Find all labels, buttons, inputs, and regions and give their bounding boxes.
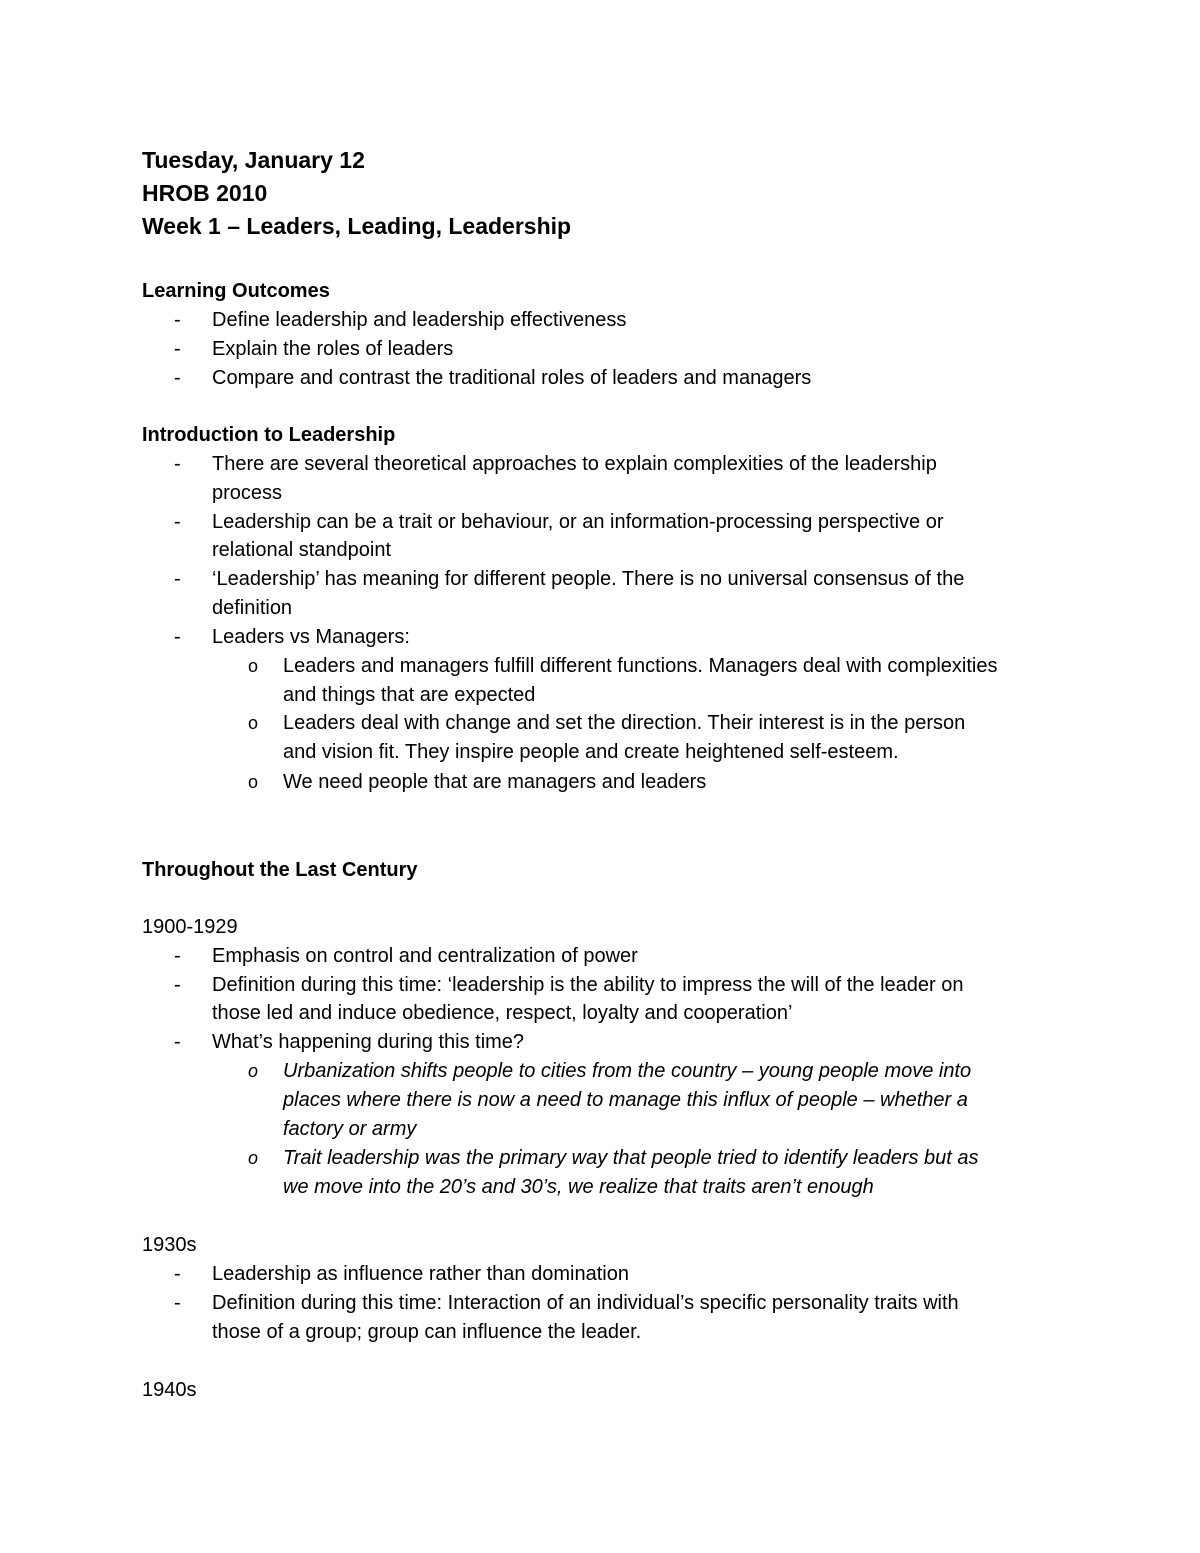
era-label-1940: 1940s [142, 1379, 197, 1401]
list-item-line: those led and induce obedience, respect, loyalty and cooperation’ [212, 1002, 793, 1024]
bullet-dash: - [174, 1031, 181, 1053]
list-item-line: What’s happening during this time? [212, 1031, 525, 1053]
bullet-dash: - [174, 453, 181, 475]
list-item-line: Leadership as influence rather than domination [212, 1263, 629, 1285]
list-item-line: those of a group; group can influence the leader. [212, 1321, 642, 1343]
bullet-dash: - [174, 945, 181, 967]
sub-list-item-line: places where there is now a need to manage this influx of people – whether a [283, 1089, 968, 1111]
list-item-line: Leadership can be a trait or behaviour, or an information-processing perspective or [212, 511, 944, 533]
bullet-circle: o [248, 772, 259, 792]
sub-list-item-line: Urbanization shifts people to cities from the country – young people move into [283, 1060, 972, 1082]
bullet-dash: - [174, 338, 181, 360]
bullet-dash: - [174, 568, 181, 590]
date-heading: Tuesday, January 12 [142, 147, 365, 173]
sub-list-item-line: Leaders deal with change and set the direction. Their interest is in the person [283, 712, 966, 734]
bullet-dash: - [174, 511, 181, 533]
bullet-dash: - [174, 1263, 181, 1285]
list-item-line: definition [212, 597, 293, 619]
sub-list-item-line: we move into the 20’s and 30’s, we realize that traits aren’t enough [283, 1176, 874, 1198]
list-item: Compare and contrast the traditional roles of leaders and managers [212, 367, 812, 389]
list-item: Explain the roles of leaders [212, 338, 454, 360]
bullet-dash: - [174, 626, 181, 648]
list-item-line: relational standpoint [212, 539, 392, 561]
bullet-circle: o [248, 656, 259, 676]
list-item-line: There are several theoretical approaches to explain complexities of the leadership [212, 453, 937, 475]
list-item: Define leadership and leadership effectiveness [212, 309, 627, 331]
century-title: Throughout the Last Century [142, 859, 418, 881]
bullet-circle: o [248, 713, 259, 733]
bullet-dash: - [174, 974, 181, 996]
learning-outcomes-title: Learning Outcomes [142, 280, 330, 302]
introduction-title: Introduction to Leadership [142, 424, 396, 446]
sub-list-item-line: Trait leadership was the primary way that people tried to identify leaders but as [283, 1147, 979, 1169]
sub-list-item-line: Leaders and managers fulfill different functions. Managers deal with complexities [283, 655, 998, 677]
list-item-line: ‘Leadership’ has meaning for different people. There is no universal consensus of the [212, 568, 965, 590]
course-heading: HROB 2010 [142, 180, 268, 206]
bullet-dash: - [174, 1292, 181, 1314]
sub-list-item-line: We need people that are managers and leaders [283, 771, 707, 793]
sub-list-item-line: factory or army [283, 1118, 417, 1140]
era-label-1900: 1900-1929 [142, 916, 238, 938]
bullet-circle: o [248, 1148, 259, 1168]
era-label-1930: 1930s [142, 1234, 197, 1256]
list-item-line: Leaders vs Managers: [212, 626, 410, 648]
bullet-circle: o [248, 1061, 259, 1081]
sub-list-item-line: and vision fit. They inspire people and create heightened self-esteem. [283, 741, 899, 763]
list-item-line: process [212, 482, 283, 504]
list-item-line: Definition during this time: Interaction of an individual’s specific personality traits with [212, 1292, 959, 1314]
list-item-line: Definition during this time: ‘leadership is the ability to impress the will of the leader on [212, 974, 964, 996]
list-item-line: Emphasis on control and centralization of power [212, 945, 638, 967]
week-title-heading: Week 1 – Leaders, Leading, Leadership [142, 213, 572, 239]
sub-list-item-line: and things that are expected [283, 684, 536, 706]
bullet-dash: - [174, 367, 181, 389]
bullet-dash: - [174, 309, 181, 331]
